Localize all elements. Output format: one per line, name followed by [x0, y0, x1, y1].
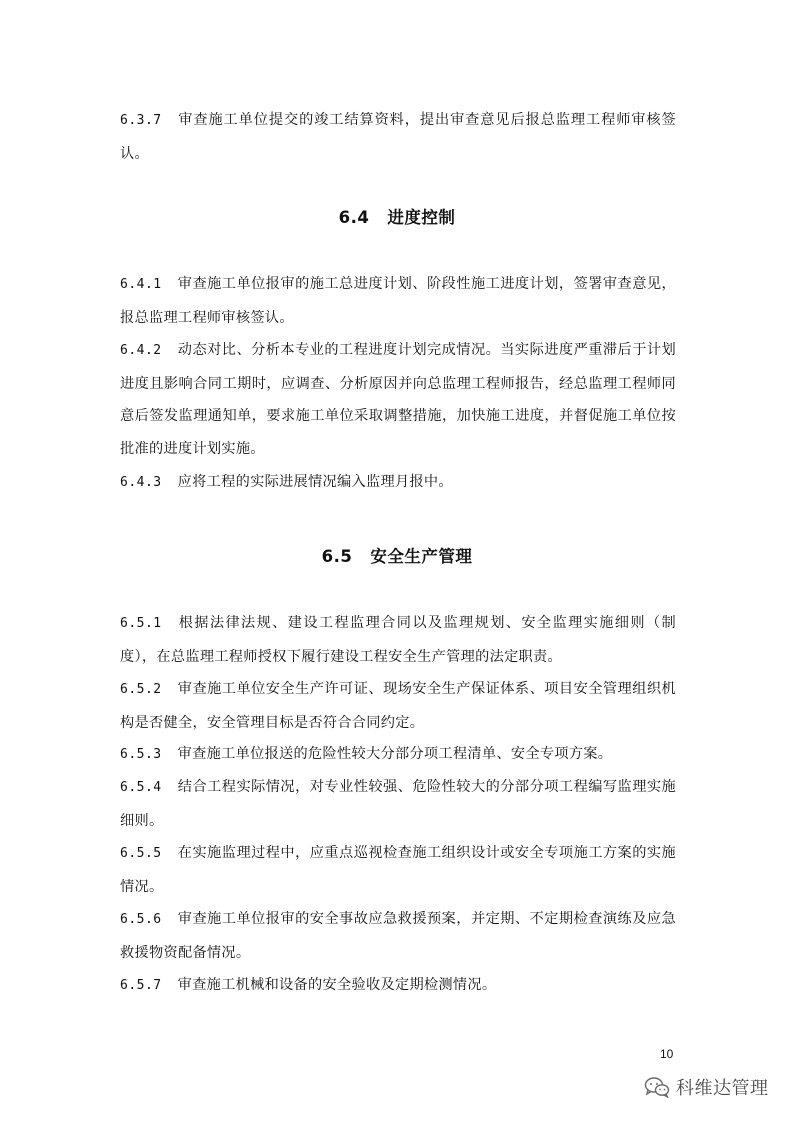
- clause-text: 动态对比、分析本专业的工程进度计划完成情况。当实际进度严重滞后于计划进度且影响合同工期时，应调查、分析原因并向总监理工程师报告，经总监理工程师同意后签发监理通知单，要求施工单位采取调整措施，加快施工进度，并督促施工单位按批准的进度计划实施。: [120, 342, 676, 457]
- clause-6-4-2: [120, 334, 676, 465]
- clause-text: 根据法律法规、建设工程监理合同以及监理规划、安全监理实施细则（制度），在总监理工程师授权下履行建设工程安全生产管理的法定职责。: [120, 615, 676, 665]
- clause-number: 6.5.1: [120, 616, 162, 631]
- clause-6-5-5: [120, 837, 676, 903]
- heading-title: 安全生产管理: [370, 547, 473, 566]
- watermark-text: 科维达管理: [676, 1078, 769, 1099]
- clause-number: 6.5.3: [120, 747, 162, 762]
- clause-6-5-3: [120, 738, 676, 772]
- clause-6-5-4: [120, 771, 676, 837]
- clause-number: 6.4.3: [120, 475, 162, 490]
- clause-number: 6.5.2: [120, 682, 162, 697]
- clause-number: 6.4.2: [120, 343, 162, 358]
- clause-text: 审查施工机械和设备的安全验收及定期检测情况。: [177, 977, 497, 993]
- section-heading-6-5: [0, 543, 794, 567]
- clause-number: 6.5.7: [120, 978, 162, 993]
- clause-6-5-7: [120, 969, 676, 1003]
- clause-6-4-3: [120, 466, 676, 500]
- page-number: 10: [660, 1047, 674, 1061]
- heading-number: 6.5: [321, 547, 353, 566]
- clause-text: 审查施工单位报送的危险性较大分部分项工程清单、安全专项方案。: [177, 746, 613, 762]
- clause-6-5-6: [120, 903, 676, 969]
- clause-text: 审查施工单位报审的安全事故应急救援预案，并定期、不定期检查演练及应急救援物资配备情况。: [120, 911, 676, 961]
- source-watermark: [644, 1074, 769, 1100]
- clause-number: 6.5.4: [120, 780, 162, 795]
- clause-text: 审查施工单位报审的施工总进度计划、阶段性施工进度计划，签署审查意见，报总监理工程师审核签认。: [120, 276, 676, 326]
- clause-6-3-7: [120, 104, 676, 170]
- clause-number: 6.5.6: [120, 912, 162, 927]
- clause-text: 审查施工单位安全生产许可证、现场安全生产保证体系、项目安全管理组织机构是否健全，安全管理目标是否符合合同约定。: [120, 681, 676, 731]
- clause-number: 6.5.5: [120, 846, 162, 861]
- section-heading-6-4: [0, 204, 794, 228]
- clause-text: 在实施监理过程中，应重点巡视检查施工组织设计或安全专项施工方案的实施情况。: [120, 845, 676, 895]
- heading-number: 6.4: [338, 208, 370, 227]
- clause-6-5-1: [120, 607, 676, 673]
- clause-text: 结合工程实际情况，对专业性较强、危险性较大的分部分项工程编写监理实施细则。: [120, 779, 676, 829]
- clause-text: 应将工程的实际进展情况编入监理月报中。: [177, 474, 453, 490]
- clause-number: 6.4.1: [120, 277, 162, 292]
- wechat-icon: [644, 1076, 670, 1098]
- heading-title: 进度控制: [387, 208, 456, 227]
- clause-text: 审查施工单位提交的竣工结算资料，提出审查意见后报总监理工程师审核签认。: [120, 112, 676, 162]
- clause-number: 6.3.7: [120, 113, 162, 128]
- clause-6-4-1: [120, 268, 676, 334]
- clause-6-5-2: [120, 673, 676, 739]
